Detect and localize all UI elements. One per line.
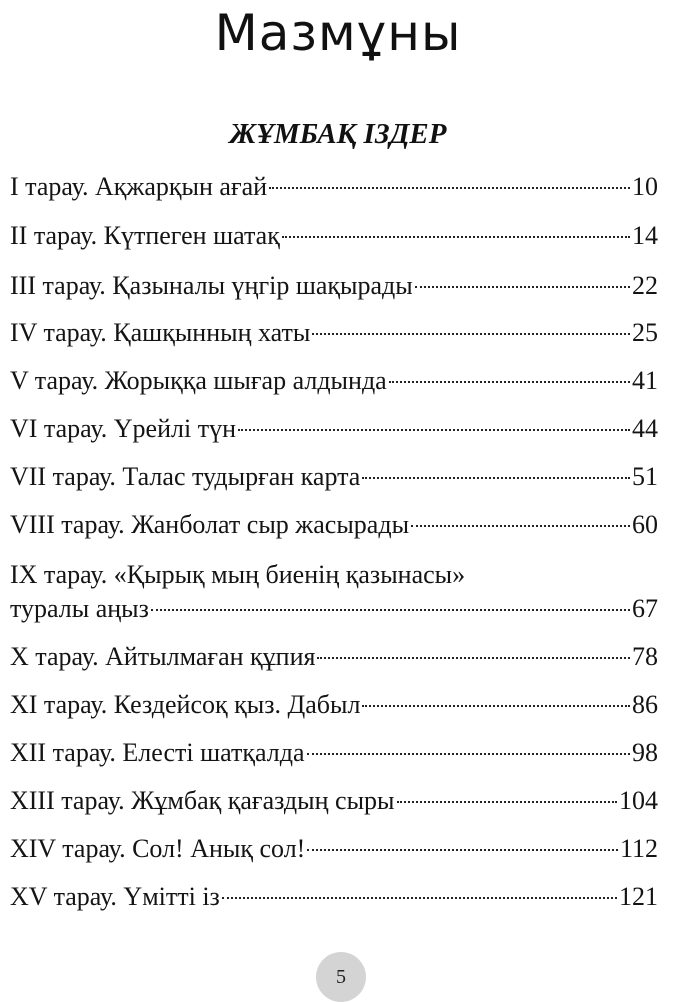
toc-entry[interactable] <box>10 271 658 301</box>
leader-dots <box>307 849 618 851</box>
toc-entry-page: 121 <box>619 882 658 911</box>
toc-entry-page: 44 <box>632 414 658 443</box>
toc-entry[interactable] <box>10 786 658 816</box>
leader-dots <box>389 381 630 383</box>
toc-entry-label: X тарау. Айтылмаған құпия <box>10 642 316 671</box>
toc-entry[interactable] <box>10 414 658 444</box>
leader-dots <box>151 609 630 611</box>
toc-entry[interactable] <box>10 221 658 251</box>
section-title: ЖҰМБАҚ ІЗДЕР <box>229 118 447 150</box>
toc-entry[interactable] <box>10 690 658 720</box>
toc-entry-page: 86 <box>632 690 658 719</box>
toc-entry-page: 67 <box>632 594 658 623</box>
toc-entry[interactable] <box>10 642 658 672</box>
toc-entry-label: XI тарау. Кездейсоқ қыз. Дабыл <box>10 690 361 719</box>
toc-entry-page: 78 <box>632 642 658 671</box>
toc-entry-page: 22 <box>632 271 658 300</box>
toc-entry-label: XII тарау. Елесті шатқалда <box>10 738 305 767</box>
leader-dots <box>411 525 630 527</box>
toc-entry-label: V тарау. Жорыққа шығар алдында <box>10 366 387 395</box>
toc-entry-page: 98 <box>632 738 658 767</box>
toc-entry[interactable] <box>10 462 658 492</box>
leader-dots <box>222 897 617 899</box>
page-title: Мазмұны <box>214 4 462 62</box>
toc-entry-label: II тарау. Күтпеген шатақ <box>10 221 280 250</box>
leader-dots <box>362 705 630 707</box>
toc-entry[interactable] <box>10 594 658 624</box>
toc-entry-page: 25 <box>632 318 658 347</box>
leader-dots <box>269 187 630 189</box>
toc-entry-page: 104 <box>619 786 658 815</box>
leader-dots <box>362 477 630 479</box>
toc-entry-label: XV тарау. Үмітті із <box>10 882 220 911</box>
leader-dots <box>307 753 631 755</box>
toc-entry[interactable] <box>10 510 658 540</box>
toc-entry-label: туралы аңыз <box>10 594 149 623</box>
toc-entry-label: VIII тарау. Жанболат сыр жасырады <box>10 510 410 539</box>
toc-entry-page: 10 <box>632 172 658 201</box>
toc-entry[interactable] <box>10 172 658 202</box>
toc-entry[interactable] <box>10 318 658 348</box>
leader-dots <box>282 236 630 238</box>
toc-entry-label: VII тарау. Талас тудырған карта <box>10 462 361 491</box>
toc-entry-label: IV тарау. Қашқынның хаты <box>10 318 311 347</box>
toc-entry-first-line[interactable]: IX тарау. «Қырық мың биенің қазынасы» <box>10 560 466 589</box>
toc-entry[interactable] <box>10 834 658 864</box>
toc-entry-page: 112 <box>619 834 658 863</box>
page-number-badge: 5 <box>316 952 366 1002</box>
leader-dots <box>415 286 630 288</box>
toc-entry-label: III тарау. Қазыналы үңгір шақырады <box>10 271 413 300</box>
leader-dots <box>238 429 630 431</box>
leader-dots <box>397 801 617 803</box>
toc-entry-page: 60 <box>632 510 658 539</box>
toc-entry-page: 41 <box>632 366 658 395</box>
toc-entry-page: 51 <box>632 462 658 491</box>
toc-entry[interactable] <box>10 882 658 912</box>
toc-entry-label: I тарау. Ақжарқын ағай <box>10 172 268 201</box>
toc-entry[interactable] <box>10 738 658 768</box>
toc-entry-label: XIV тарау. Сол! Анық сол! <box>10 834 306 863</box>
toc-entry-page: 14 <box>632 221 658 250</box>
leader-dots <box>317 657 630 659</box>
leader-dots <box>312 333 630 335</box>
toc-entry[interactable] <box>10 366 658 396</box>
toc-entry-label: VI тарау. Үрейлі түн <box>10 414 236 443</box>
toc-entry-label: XIII тарау. Жұмбақ қағаздың сыры <box>10 786 395 815</box>
